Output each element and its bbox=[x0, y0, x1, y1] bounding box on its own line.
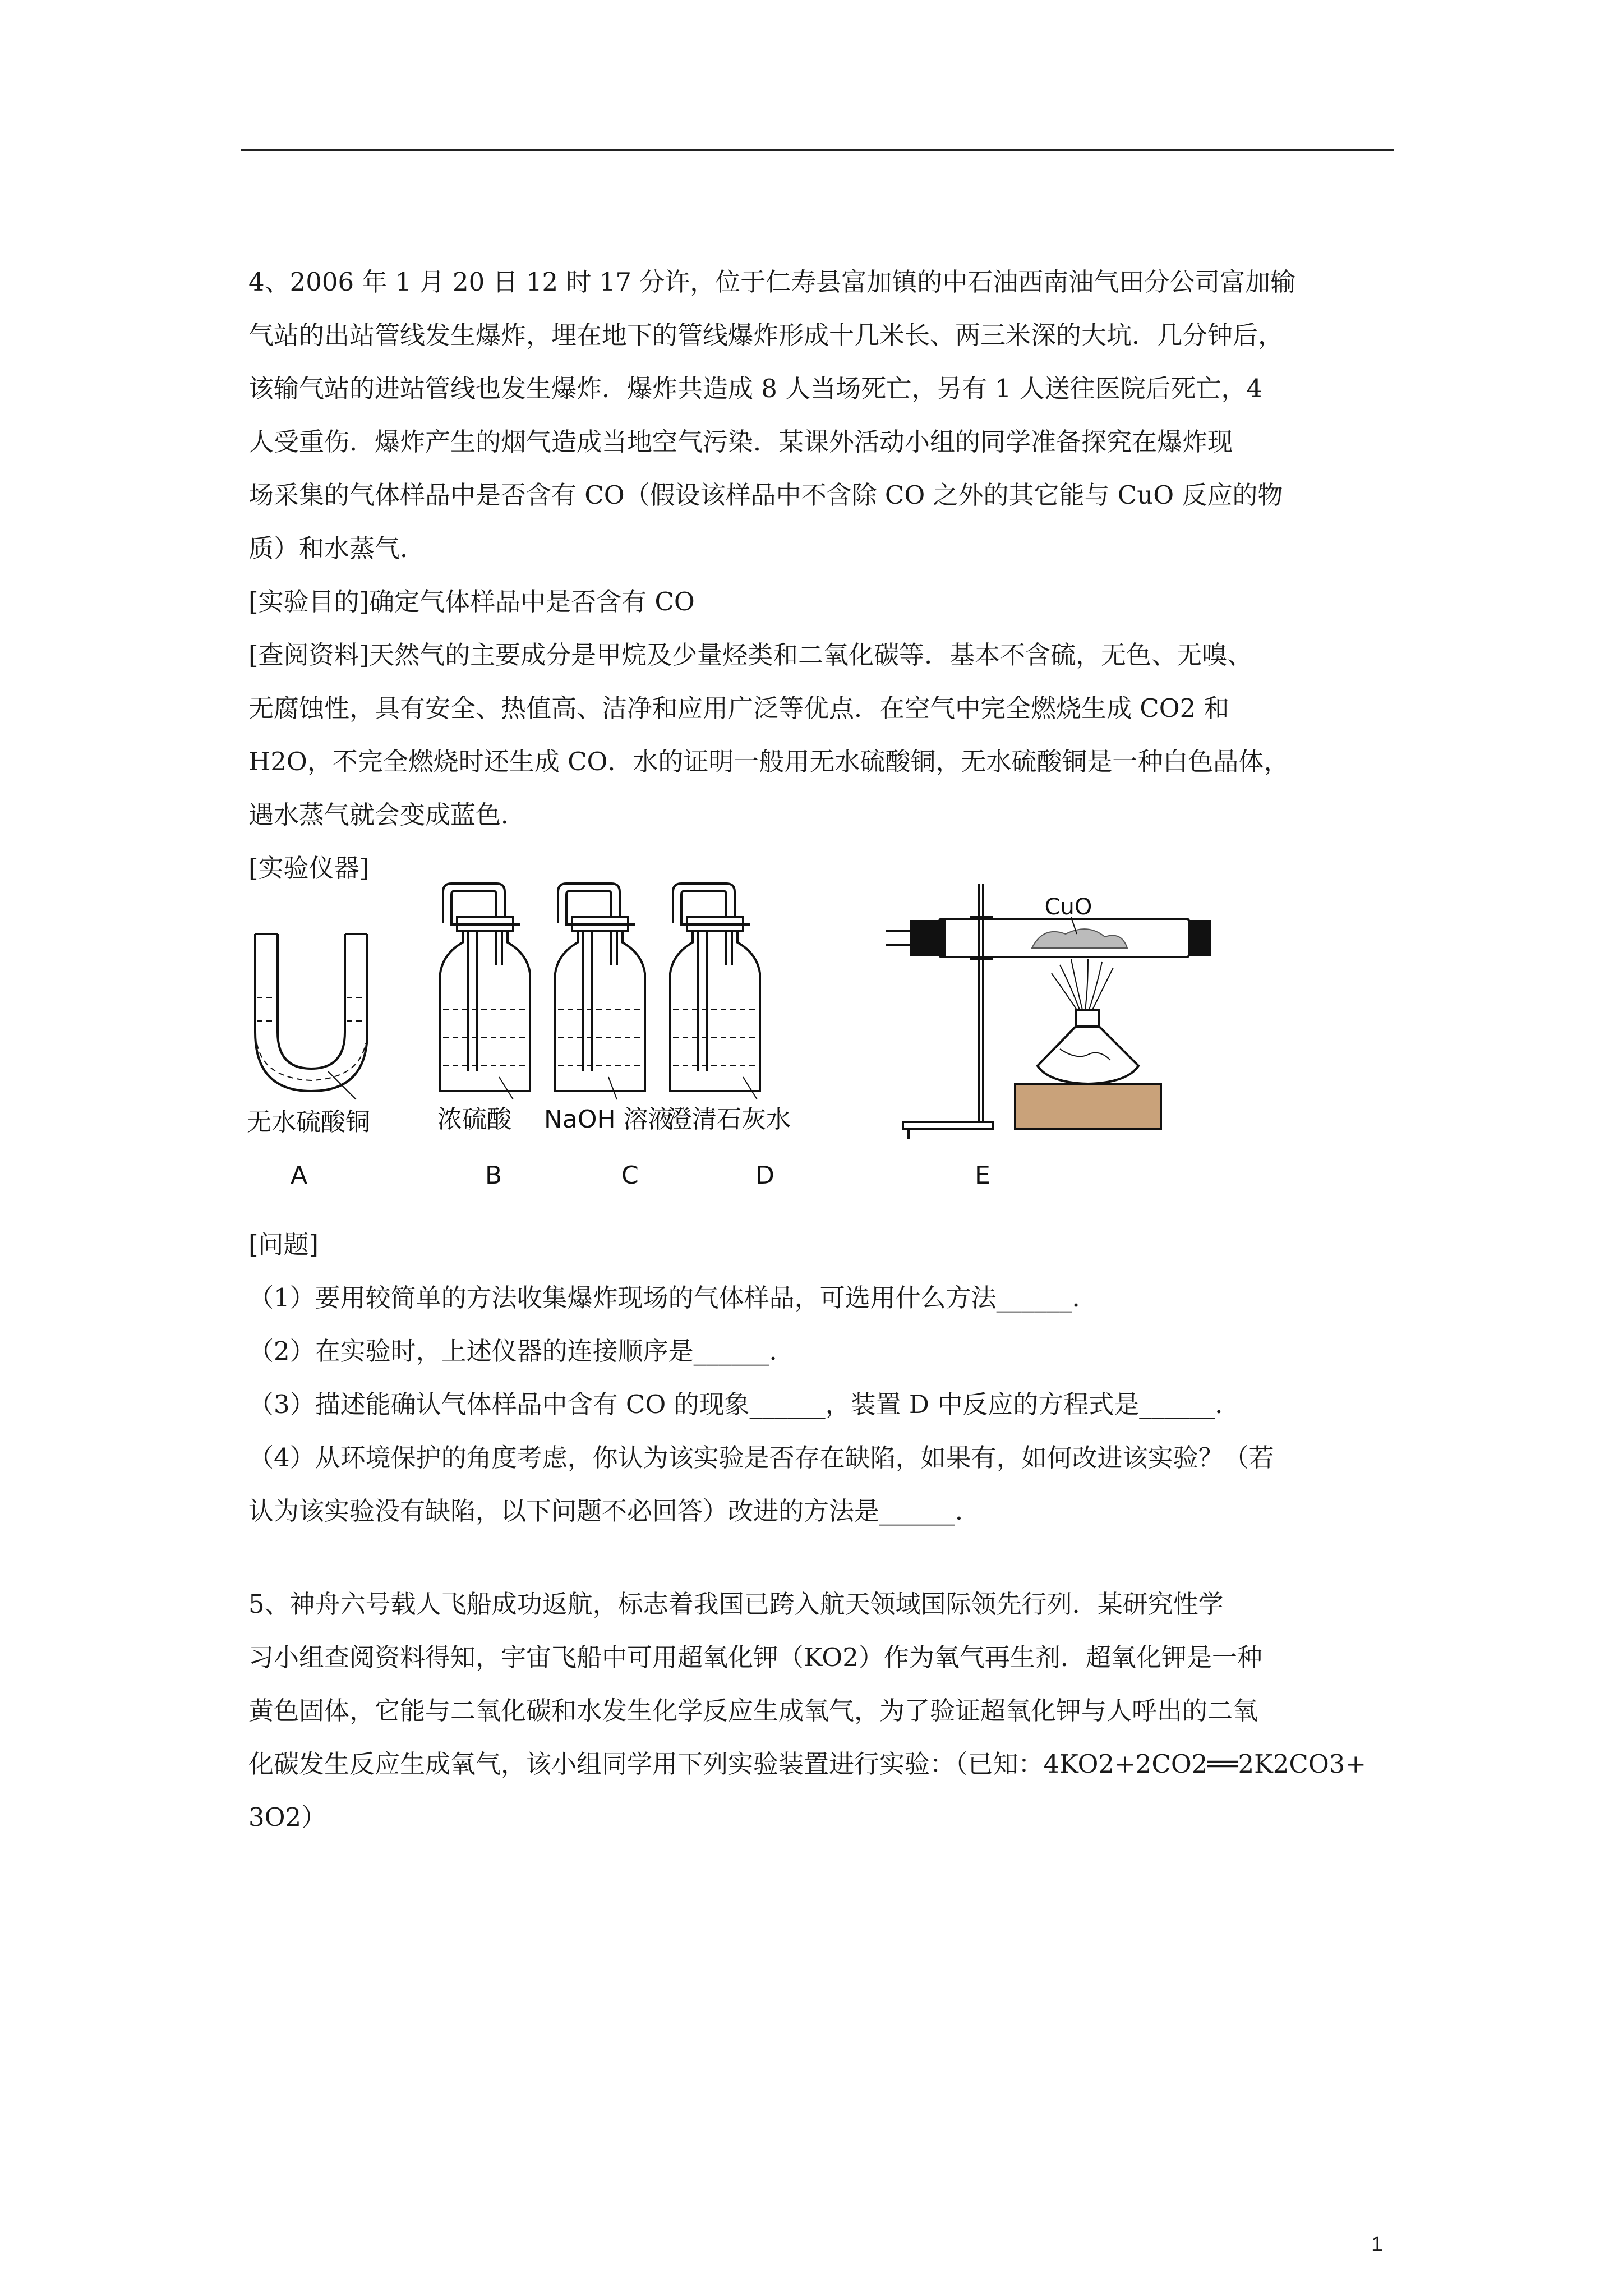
heating-apparatus-e bbox=[886, 884, 1211, 1139]
bottle-d bbox=[670, 884, 760, 1099]
q5-line: 习小组查阅资料得知，宇宙飞船中可用超氧化钾（KO2）作为氧气再生剂．超氧化钾是一种 bbox=[248, 1642, 1262, 1672]
bottle-b bbox=[440, 884, 530, 1099]
label-naoh-solution: NaOH 溶液 bbox=[544, 1105, 673, 1134]
q4-info-line: 遇水蒸气就会变成蓝色． bbox=[248, 800, 527, 830]
label-concentrated-sulfuric-acid: 浓硫酸 bbox=[437, 1105, 511, 1134]
apparatus-heading: [实验仪器] bbox=[248, 853, 370, 883]
q5-line: 化碳发生反应生成氧气，该小组同学用下列实验装置进行实验：（已知：4KO2+2CO2══2K2CO3+ bbox=[248, 1749, 1367, 1779]
questions-heading: [问题] bbox=[248, 1230, 319, 1259]
letter-e: E bbox=[975, 1161, 990, 1190]
header-rule bbox=[241, 149, 1394, 151]
label-anhydrous-copper-sulfate: 无水硫酸铜 bbox=[247, 1108, 370, 1137]
q4-line: 场采集的气体样品中是否含有 CO（假设该样品中不含除 CO 之外的其它能与 CuO 反应的物 bbox=[248, 480, 1283, 510]
question-4-text bbox=[248, 255, 1398, 895]
q5-line: 3O2） bbox=[248, 1802, 327, 1832]
apparatus-figure bbox=[247, 875, 1211, 1206]
question-4-questions bbox=[248, 1218, 1398, 1538]
q4-line: 质）和水蒸气． bbox=[248, 533, 426, 563]
q5-line: 5、神舟六号载人飞船成功返航，标志着我国已跨入航天领域国际领先行列．某研究性学 bbox=[248, 1589, 1224, 1619]
letter-a: A bbox=[291, 1161, 308, 1190]
q4-line: 该输气站的进站管线也发生爆炸．爆炸共造成 8 人当场死亡，另有 1 人送往医院后死亡，4 bbox=[248, 374, 1263, 403]
apparatus-diagram bbox=[247, 875, 1211, 1206]
question-item: （2）在实验时，上述仪器的连接顺序是______． bbox=[248, 1336, 795, 1366]
letter-b: B bbox=[485, 1161, 502, 1190]
label-limewater: 澄清石灰水 bbox=[667, 1105, 791, 1134]
question-item: （4）从环境保护的角度考虑，你认为该实验是否存在缺陷，如果有，如何改进该实验？（若 bbox=[248, 1443, 1274, 1473]
q4-info-line: [查阅资料]天然气的主要成分是甲烷及少量烃类和二氧化碳等．基本不含硫，无色、无嗅、 bbox=[248, 640, 1253, 670]
question-5-text bbox=[248, 1577, 1398, 1844]
experiment-purpose: [实验目的]确定气体样品中是否含有 CO bbox=[248, 587, 695, 616]
q5-line: 黄色固体，它能与二氧化碳和水发生化学反应生成氧气，为了验证超氧化钾与人呼出的二氧 bbox=[248, 1696, 1258, 1726]
q4-line: 人受重伤．爆炸产生的烟气造成当地空气污染．某课外活动小组的同学准备探究在爆炸现 bbox=[248, 427, 1233, 457]
q4-info-line: H2O，不完全燃烧时还生成 CO．水的证明一般用无水硫酸铜，无水硫酸铜是一种白色晶体， bbox=[248, 747, 1289, 776]
question-item: （3）描述能确认气体样品中含有 CO 的现象______，装置 D 中反应的方程式是______． bbox=[248, 1389, 1241, 1419]
bottle-c bbox=[555, 884, 645, 1099]
page-number: 1 bbox=[1371, 2233, 1384, 2256]
q4-info-line: 无腐蚀性，具有安全、热值高、洁净和应用广泛等优点．在空气中完全燃烧生成 CO2 和 bbox=[248, 693, 1229, 723]
letter-c: C bbox=[621, 1161, 639, 1190]
q4-line: 4、2006 年 1 月 20 日 12 时 17 分许，位于仁寿县富加镇的中石油西南油气田分公司富加输 bbox=[248, 267, 1296, 297]
question-item: （1）要用较简单的方法收集爆炸现场的气体样品，可选用什么方法______． bbox=[248, 1283, 1098, 1313]
question-item: 认为该实验没有缺陷，以下问题不必回答）改进的方法是______． bbox=[248, 1496, 981, 1526]
letter-d: D bbox=[755, 1161, 774, 1190]
u-tube-a bbox=[255, 934, 367, 1099]
cuo-label: CuO bbox=[1044, 894, 1092, 920]
q4-line: 气站的出站管线发生爆炸，埋在地下的管线爆炸形成十几米长、两三米深的大坑．几分钟后， bbox=[248, 320, 1284, 350]
